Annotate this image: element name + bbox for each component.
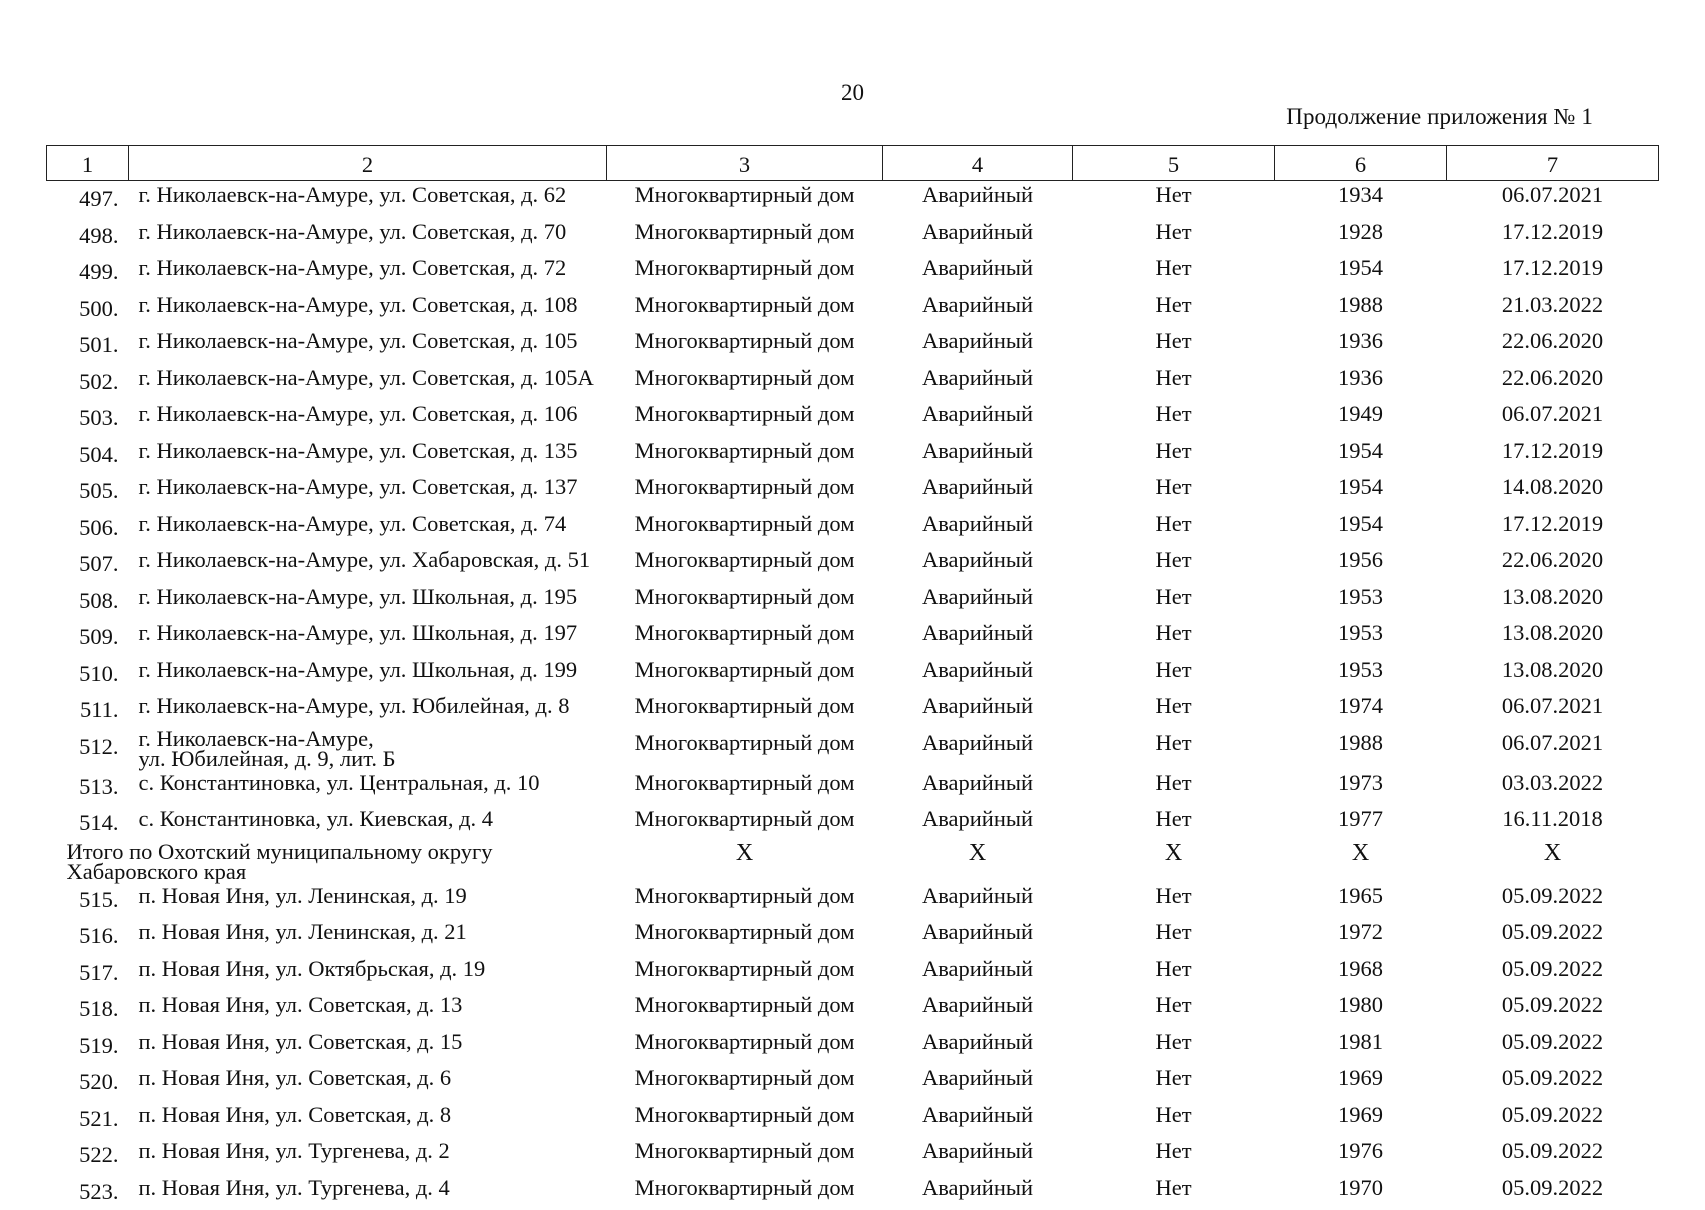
row-number: 506. — [47, 510, 129, 547]
table-row — [47, 583, 1659, 620]
subtotal-row — [47, 842, 1659, 882]
table-row — [47, 1174, 1659, 1210]
table-row — [47, 473, 1659, 510]
address-cell: г. Николаевск-на-Амуре, ул. Школьная, д. 197 — [129, 619, 607, 656]
flag-cell: Нет — [1073, 583, 1275, 620]
flag-cell: Нет — [1073, 181, 1275, 218]
flag-cell: Нет — [1073, 254, 1275, 291]
address-cell: п. Новая Иня, ул. Советская, д. 13 — [129, 991, 607, 1028]
table-row — [47, 918, 1659, 955]
year-cell: 1972 — [1275, 918, 1447, 955]
address-cell: п. Новая Иня, ул. Советская, д. 15 — [129, 1028, 607, 1065]
year-cell: 1954 — [1275, 437, 1447, 474]
address-cell — [129, 729, 607, 769]
house-type-cell: Многоквартирный дом — [607, 437, 883, 474]
year-cell: 1956 — [1275, 546, 1447, 583]
year-cell: 1980 — [1275, 991, 1447, 1028]
year-cell: 1953 — [1275, 656, 1447, 693]
row-number: 500. — [47, 291, 129, 328]
date-cell: 06.07.2021 — [1447, 729, 1659, 769]
year-cell: 1988 — [1275, 291, 1447, 328]
date-cell: 13.08.2020 — [1447, 583, 1659, 620]
condition-cell: Аварийный — [883, 437, 1073, 474]
date-cell: 06.07.2021 — [1447, 692, 1659, 729]
row-number: 501. — [47, 327, 129, 364]
table-row — [47, 510, 1659, 547]
house-type-cell: Многоквартирный дом — [607, 619, 883, 656]
year-cell: 1970 — [1275, 1174, 1447, 1210]
table-row — [47, 991, 1659, 1028]
flag-cell: Нет — [1073, 1174, 1275, 1210]
condition-cell: Аварийный — [883, 364, 1073, 401]
date-cell: 16.11.2018 — [1447, 805, 1659, 842]
condition-cell: Аварийный — [883, 1064, 1073, 1101]
row-number: 499. — [47, 254, 129, 291]
table-row — [47, 692, 1659, 729]
table-row — [47, 546, 1659, 583]
table-row — [47, 1028, 1659, 1065]
condition-cell: Аварийный — [883, 327, 1073, 364]
table-row — [47, 656, 1659, 693]
house-type-cell: Многоквартирный дом — [607, 254, 883, 291]
condition-cell: Аварийный — [883, 583, 1073, 620]
flag-cell: Нет — [1073, 729, 1275, 769]
address-cell: п. Новая Иня, ул. Тургенева, д. 4 — [129, 1174, 607, 1210]
row-number: 498. — [47, 218, 129, 255]
date-cell: 21.03.2022 — [1447, 291, 1659, 328]
table-row — [47, 181, 1659, 218]
year-cell: 1934 — [1275, 181, 1447, 218]
date-cell: 22.06.2020 — [1447, 546, 1659, 583]
row-number: 504. — [47, 437, 129, 474]
house-type-cell: Многоквартирный дом — [607, 882, 883, 919]
house-type-cell: Многоквартирный дом — [607, 181, 883, 218]
address-cell: г. Николаевск-на-Амуре, ул. Советская, д. 106 — [129, 400, 607, 437]
year-cell: 1953 — [1275, 619, 1447, 656]
date-cell: 05.09.2022 — [1447, 1174, 1659, 1210]
year-cell: 1973 — [1275, 769, 1447, 806]
table-row — [47, 729, 1659, 769]
row-number: 515. — [47, 882, 129, 919]
condition-cell: Аварийный — [883, 400, 1073, 437]
year-cell: 1936 — [1275, 364, 1447, 401]
table-row — [47, 1064, 1659, 1101]
date-cell: 17.12.2019 — [1447, 254, 1659, 291]
flag-cell: Нет — [1073, 1137, 1275, 1174]
table-row — [47, 327, 1659, 364]
table-row — [47, 400, 1659, 437]
flag-cell: Нет — [1073, 1064, 1275, 1101]
address-cell: г. Николаевск-на-Амуре, ул. Хабаровская, д. 51 — [129, 546, 607, 583]
flag-cell: Нет — [1073, 1028, 1275, 1065]
date-cell: 22.06.2020 — [1447, 364, 1659, 401]
date-cell: 05.09.2022 — [1447, 955, 1659, 992]
row-number: 520. — [47, 1064, 129, 1101]
year-cell: 1974 — [1275, 692, 1447, 729]
condition-cell: Аварийный — [883, 805, 1073, 842]
date-cell: 05.09.2022 — [1447, 1101, 1659, 1138]
table-row — [47, 1137, 1659, 1174]
column-header-7: 7 — [1447, 146, 1659, 181]
house-type-cell: Многоквартирный дом — [607, 583, 883, 620]
flag-cell: Нет — [1073, 882, 1275, 919]
house-type-cell: Многоквартирный дом — [607, 692, 883, 729]
condition-cell: Аварийный — [883, 769, 1073, 806]
house-type-cell: Многоквартирный дом — [607, 955, 883, 992]
address-cell: г. Николаевск-на-Амуре, ул. Советская, д. 108 — [129, 291, 607, 328]
year-cell: 1969 — [1275, 1064, 1447, 1101]
row-number: 513. — [47, 769, 129, 806]
address-cell: г. Николаевск-на-Амуре, ул. Советская, д. 105А — [129, 364, 607, 401]
condition-cell: Аварийный — [883, 1028, 1073, 1065]
address-cell: г. Николаевск-на-Амуре, ул. Советская, д. 135 — [129, 437, 607, 474]
condition-cell: Аварийный — [883, 510, 1073, 547]
subtotal-x-mark: X — [883, 842, 1073, 882]
address-cell: г. Николаевск-на-Амуре, ул. Советская, д. 105 — [129, 327, 607, 364]
subtotal-x-mark: X — [607, 842, 883, 882]
house-type-cell: Многоквартирный дом — [607, 1101, 883, 1138]
row-number: 503. — [47, 400, 129, 437]
flag-cell: Нет — [1073, 437, 1275, 474]
address-cell: г. Николаевск-на-Амуре, ул. Советская, д. 70 — [129, 218, 607, 255]
year-cell: 1954 — [1275, 473, 1447, 510]
year-cell: 1968 — [1275, 955, 1447, 992]
year-cell: 1977 — [1275, 805, 1447, 842]
table-row — [47, 955, 1659, 992]
address-cell: с. Константиновка, ул. Киевская, д. 4 — [129, 805, 607, 842]
date-cell: 13.08.2020 — [1447, 656, 1659, 693]
flag-cell: Нет — [1073, 656, 1275, 693]
flag-cell: Нет — [1073, 510, 1275, 547]
address-cell: п. Новая Иня, ул. Ленинская, д. 19 — [129, 882, 607, 919]
subtotal-x-mark: X — [1073, 842, 1275, 882]
flag-cell: Нет — [1073, 769, 1275, 806]
table-row — [47, 218, 1659, 255]
row-number: 505. — [47, 473, 129, 510]
address-cell: г. Николаевск-на-Амуре, ул. Школьная, д. 199 — [129, 656, 607, 693]
address-cell: г. Николаевск-на-Амуре, ул. Советская, д. 72 — [129, 254, 607, 291]
subtotal-label: Итого по Охотский муниципальному округу Хабаровского края — [47, 842, 607, 882]
condition-cell: Аварийный — [883, 991, 1073, 1028]
address-cell: п. Новая Иня, ул. Тургенева, д. 2 — [129, 1137, 607, 1174]
date-cell: 06.07.2021 — [1447, 400, 1659, 437]
condition-cell: Аварийный — [883, 473, 1073, 510]
house-type-cell: Многоквартирный дом — [607, 1174, 883, 1210]
condition-cell: Аварийный — [883, 1137, 1073, 1174]
address-cell: с. Константиновка, ул. Центральная, д. 10 — [129, 769, 607, 806]
row-number: 522. — [47, 1137, 129, 1174]
house-type-cell: Многоквартирный дом — [607, 364, 883, 401]
table-row — [47, 254, 1659, 291]
row-number: 502. — [47, 364, 129, 401]
year-cell: 1936 — [1275, 327, 1447, 364]
condition-cell: Аварийный — [883, 254, 1073, 291]
table-row — [47, 619, 1659, 656]
address-cell: п. Новая Иня, ул. Ленинская, д. 21 — [129, 918, 607, 955]
address-line-1: г. Николаевск-на-Амуре, — [139, 729, 607, 749]
flag-cell: Нет — [1073, 546, 1275, 583]
flag-cell: Нет — [1073, 473, 1275, 510]
house-type-cell: Многоквартирный дом — [607, 729, 883, 769]
subtotal-x-mark: X — [1447, 842, 1659, 882]
table-row — [47, 805, 1659, 842]
flag-cell: Нет — [1073, 364, 1275, 401]
date-cell: 13.08.2020 — [1447, 619, 1659, 656]
table-row — [47, 437, 1659, 474]
flag-cell: Нет — [1073, 955, 1275, 992]
address-cell: г. Николаевск-на-Амуре, ул. Советская, д. 62 — [129, 181, 607, 218]
table-row — [47, 769, 1659, 806]
address-line-2: ул. Юбилейная, д. 9, лит. Б — [139, 749, 607, 769]
table-row — [47, 291, 1659, 328]
condition-cell: Аварийный — [883, 882, 1073, 919]
condition-cell: Аварийный — [883, 546, 1073, 583]
row-number: 512. — [47, 729, 129, 769]
house-type-cell: Многоквартирный дом — [607, 1137, 883, 1174]
row-number: 509. — [47, 619, 129, 656]
date-cell: 17.12.2019 — [1447, 437, 1659, 474]
house-type-cell: Многоквартирный дом — [607, 291, 883, 328]
house-type-cell: Многоквартирный дом — [607, 991, 883, 1028]
column-header-2: 2 — [129, 146, 607, 181]
row-number: 519. — [47, 1028, 129, 1065]
condition-cell: Аварийный — [883, 619, 1073, 656]
condition-cell: Аварийный — [883, 729, 1073, 769]
row-number: 518. — [47, 991, 129, 1028]
condition-cell: Аварийный — [883, 1101, 1073, 1138]
condition-cell: Аварийный — [883, 955, 1073, 992]
flag-cell: Нет — [1073, 400, 1275, 437]
house-type-cell: Многоквартирный дом — [607, 769, 883, 806]
house-type-cell: Многоквартирный дом — [607, 656, 883, 693]
flag-cell: Нет — [1073, 218, 1275, 255]
column-header-5: 5 — [1073, 146, 1275, 181]
condition-cell: Аварийный — [883, 656, 1073, 693]
subtotal-x-mark: X — [1275, 842, 1447, 882]
address-cell: г. Николаевск-на-Амуре, ул. Советская, д. 74 — [129, 510, 607, 547]
year-cell: 1928 — [1275, 218, 1447, 255]
column-header-1: 1 — [47, 146, 129, 181]
row-number: 511. — [47, 692, 129, 729]
house-type-cell: Многоквартирный дом — [607, 510, 883, 547]
year-cell: 1965 — [1275, 882, 1447, 919]
house-type-cell: Многоквартирный дом — [607, 1028, 883, 1065]
date-cell: 17.12.2019 — [1447, 510, 1659, 547]
house-type-cell: Многоквартирный дом — [607, 218, 883, 255]
flag-cell: Нет — [1073, 918, 1275, 955]
address-cell: п. Новая Иня, ул. Советская, д. 8 — [129, 1101, 607, 1138]
year-cell: 1954 — [1275, 510, 1447, 547]
date-cell: 14.08.2020 — [1447, 473, 1659, 510]
row-number: 510. — [47, 656, 129, 693]
continuation-caption: Продолжение приложения № 1 — [1286, 104, 1593, 130]
house-type-cell: Многоквартирный дом — [607, 1064, 883, 1101]
address-cell: п. Новая Иня, ул. Советская, д. 6 — [129, 1064, 607, 1101]
flag-cell: Нет — [1073, 805, 1275, 842]
date-cell: 22.06.2020 — [1447, 327, 1659, 364]
row-number: 497. — [47, 181, 129, 218]
table-row — [47, 882, 1659, 919]
condition-cell: Аварийный — [883, 218, 1073, 255]
address-cell: п. Новая Иня, ул. Октябрьская, д. 19 — [129, 955, 607, 992]
row-number: 523. — [47, 1174, 129, 1210]
condition-cell: Аварийный — [883, 918, 1073, 955]
house-type-cell: Многоквартирный дом — [607, 805, 883, 842]
year-cell: 1949 — [1275, 400, 1447, 437]
condition-cell: Аварийный — [883, 692, 1073, 729]
year-cell: 1988 — [1275, 729, 1447, 769]
housing-register-table — [46, 145, 1659, 1210]
row-number: 516. — [47, 918, 129, 955]
row-number: 521. — [47, 1101, 129, 1138]
date-cell: 05.09.2022 — [1447, 918, 1659, 955]
flag-cell: Нет — [1073, 991, 1275, 1028]
row-number: 514. — [47, 805, 129, 842]
row-number: 517. — [47, 955, 129, 992]
house-type-cell: Многоквартирный дом — [607, 918, 883, 955]
flag-cell: Нет — [1073, 291, 1275, 328]
table-row — [47, 364, 1659, 401]
date-cell: 05.09.2022 — [1447, 1028, 1659, 1065]
address-cell: г. Николаевск-на-Амуре, ул. Советская, д. 137 — [129, 473, 607, 510]
house-type-cell: Многоквартирный дом — [607, 546, 883, 583]
year-cell: 1981 — [1275, 1028, 1447, 1065]
year-cell: 1976 — [1275, 1137, 1447, 1174]
condition-cell: Аварийный — [883, 181, 1073, 218]
flag-cell: Нет — [1073, 327, 1275, 364]
address-cell: г. Николаевск-на-Амуре, ул. Юбилейная, д. 8 — [129, 692, 607, 729]
column-header-3: 3 — [607, 146, 883, 181]
column-number-header — [47, 146, 1659, 181]
date-cell: 05.09.2022 — [1447, 1137, 1659, 1174]
row-number: 508. — [47, 583, 129, 620]
date-cell: 06.07.2021 — [1447, 181, 1659, 218]
column-header-6: 6 — [1275, 146, 1447, 181]
page-number: 20 — [0, 80, 1705, 106]
flag-cell: Нет — [1073, 619, 1275, 656]
house-type-cell: Многоквартирный дом — [607, 327, 883, 364]
flag-cell: Нет — [1073, 692, 1275, 729]
year-cell: 1954 — [1275, 254, 1447, 291]
condition-cell: Аварийный — [883, 291, 1073, 328]
house-type-cell: Многоквартирный дом — [607, 473, 883, 510]
date-cell: 05.09.2022 — [1447, 991, 1659, 1028]
date-cell: 05.09.2022 — [1447, 882, 1659, 919]
date-cell: 05.09.2022 — [1447, 1064, 1659, 1101]
date-cell: 17.12.2019 — [1447, 218, 1659, 255]
year-cell: 1969 — [1275, 1101, 1447, 1138]
condition-cell: Аварийный — [883, 1174, 1073, 1210]
table-row — [47, 1101, 1659, 1138]
house-type-cell: Многоквартирный дом — [607, 400, 883, 437]
row-number: 507. — [47, 546, 129, 583]
flag-cell: Нет — [1073, 1101, 1275, 1138]
address-cell: г. Николаевск-на-Амуре, ул. Школьная, д. 195 — [129, 583, 607, 620]
year-cell: 1953 — [1275, 583, 1447, 620]
column-header-4: 4 — [883, 146, 1073, 181]
date-cell: 03.03.2022 — [1447, 769, 1659, 806]
